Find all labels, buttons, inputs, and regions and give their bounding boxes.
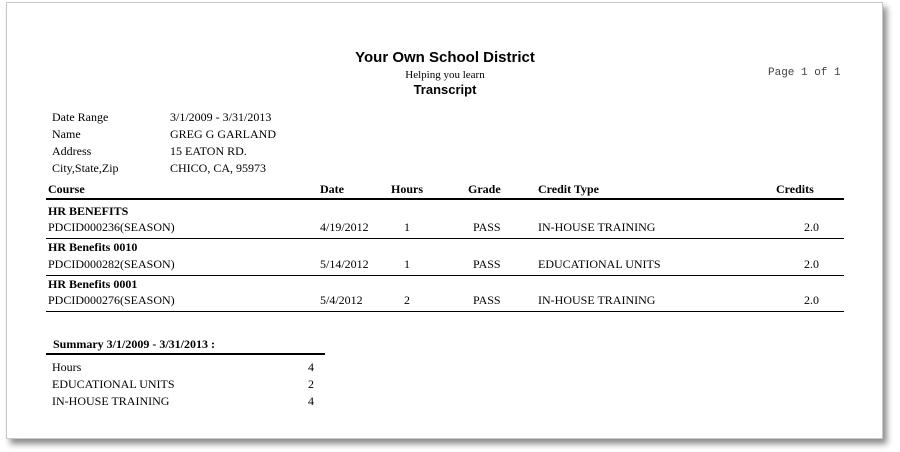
summary-label: Hours [52, 360, 82, 374]
course-hours: 2 [404, 293, 410, 307]
report-title: Transcript [413, 82, 477, 97]
summary-label: IN-HOUSE TRAINING [52, 394, 170, 408]
header-divider [46, 198, 844, 200]
address-value: 15 EATON RD. [170, 144, 247, 158]
district-name: Your Own School District [355, 49, 535, 66]
course-group-title: HR Benefits 0001 [48, 277, 138, 291]
course-code: PDCID000276(SEASON) [48, 293, 175, 307]
row-divider [46, 275, 844, 276]
course-credits: 2.0 [804, 293, 819, 307]
column-header-credits: Credits [776, 182, 814, 196]
date-range-label: Date Range [52, 110, 109, 124]
course-credits: 2.0 [804, 220, 819, 234]
summary-title: Summary 3/1/2009 - 3/31/2013 : [53, 337, 215, 351]
row-divider [46, 311, 844, 312]
column-header-credit-type: Credit Type [538, 182, 600, 196]
summary-value: 4 [308, 360, 314, 374]
name-value: GREG G GARLAND [170, 127, 276, 141]
city-state-zip-value: CHICO, CA, 95973 [170, 161, 267, 175]
column-header-hours: Hours [391, 182, 424, 196]
course-code: PDCID000282(SEASON) [48, 257, 175, 271]
course-credit-type: IN-HOUSE TRAINING [538, 293, 656, 307]
course-group-title: HR BENEFITS [48, 204, 129, 218]
column-header-date: Date [320, 182, 344, 196]
district-tagline: Helping you learn [405, 69, 485, 81]
course-credit-type: IN-HOUSE TRAINING [538, 220, 656, 234]
course-code: PDCID000236(SEASON) [48, 220, 175, 234]
city-state-zip-label: City,State,Zip [52, 161, 119, 175]
course-grade: PASS [473, 257, 501, 271]
course-credit-type: EDUCATIONAL UNITS [538, 257, 661, 271]
report-page [6, 2, 883, 439]
page-number: Page 1 of 1 [768, 67, 841, 79]
course-credits: 2.0 [804, 257, 819, 271]
course-date: 5/14/2012 [320, 257, 369, 271]
summary-value: 4 [308, 394, 314, 408]
row-divider [46, 238, 844, 239]
course-hours: 1 [404, 257, 410, 271]
address-label: Address [52, 144, 92, 158]
summary-value: 2 [308, 377, 314, 391]
course-grade: PASS [473, 220, 501, 234]
course-date: 5/4/2012 [320, 293, 363, 307]
date-range-value: 3/1/2009 - 3/31/2013 [170, 110, 272, 124]
course-date: 4/19/2012 [320, 220, 369, 234]
course-hours: 1 [404, 220, 410, 234]
course-grade: PASS [473, 293, 501, 307]
summary-label: EDUCATIONAL UNITS [52, 377, 175, 391]
summary-divider [46, 353, 325, 355]
column-header-grade: Grade [468, 182, 501, 196]
course-group-title: HR Benefits 0010 [48, 240, 138, 254]
column-header-course: Course [48, 182, 85, 196]
name-label: Name [52, 127, 81, 141]
